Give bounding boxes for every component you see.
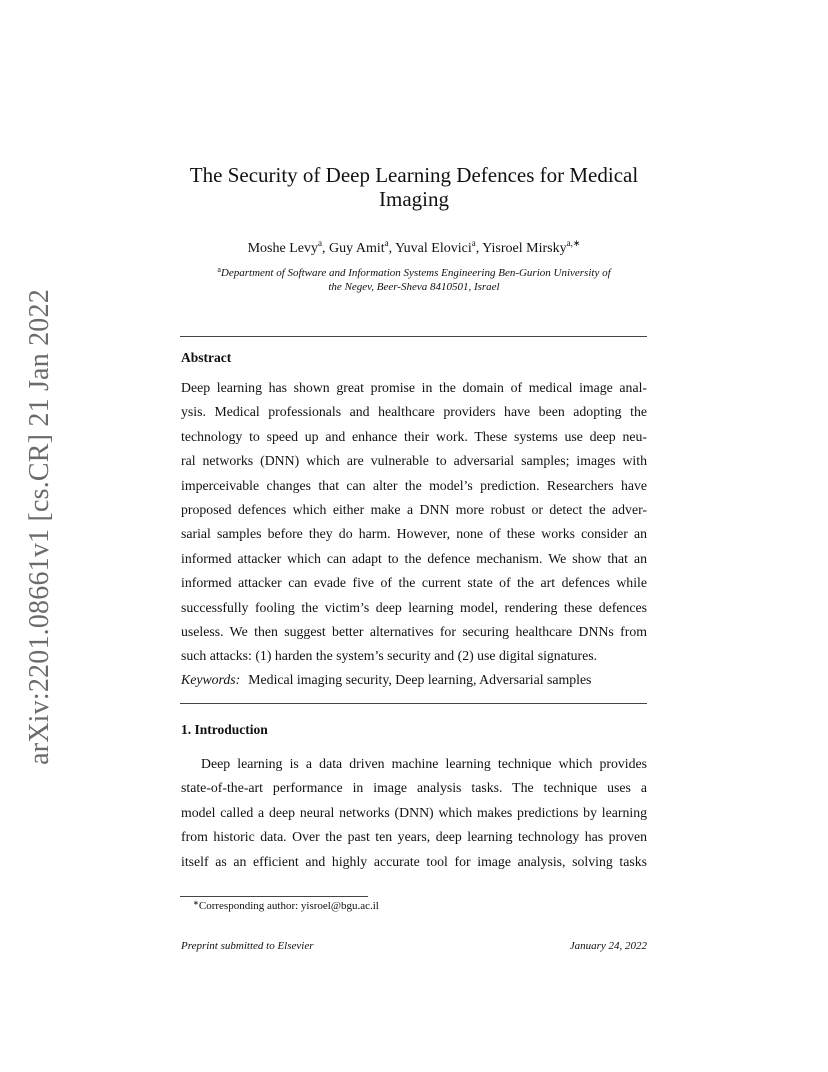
author-name: Yuval Elovici	[395, 241, 472, 256]
abstract-line: ral networks (DNN) which are vulnerable to adversarial samples; images with	[181, 453, 647, 469]
keywords-label: Keywords:	[181, 672, 241, 687]
title-line: The Security of Deep Learning Defences for Medical	[189, 163, 639, 187]
abstract-line: useless. We then suggest better alternatives for securing healthcare DNNs from	[181, 624, 647, 640]
author-affiliation-mark: a	[384, 238, 389, 248]
affiliation	[184, 263, 644, 294]
footnote-mark: ∗	[193, 899, 199, 907]
abstract-body	[181, 376, 647, 669]
abstract-bottom-rule	[180, 703, 647, 704]
footer-date: January 24, 2022	[569, 940, 647, 952]
author-affiliation-mark: a	[318, 238, 322, 248]
arxiv-identifier: arXiv:2201.08661v1 [cs.CR] 21 Jan 2022	[24, 289, 55, 765]
footnote-text: Corresponding author: yisroel@bgu.ac.il	[198, 900, 379, 912]
author-name: Yisroel Mirsky	[482, 241, 567, 256]
intro-line: model called a deep neural networks (DNN) which makes predictions by learning	[181, 804, 647, 820]
intro-line: from historic data. Over the past ten years, deep learning technology has proven	[181, 829, 647, 845]
keywords	[181, 672, 591, 688]
footer-preprint-note: Preprint submitted to Elsevier	[181, 940, 314, 952]
abstract-line: proposed defences which either make a DNN more robust or detect the adver-	[181, 502, 647, 518]
author-list: Moshe Levy$^a$, Guy Amit$^a$, Yuval Elovici$^a$, Yisroel Mirsky$^{a,∗}$	[247, 238, 581, 256]
abstract-line: informed attacker which can adapt to the defence mechanism. We show that an	[181, 550, 647, 566]
affiliation-mark: a	[217, 265, 221, 274]
intro-line: state-of-the-art performance in image analysis tasks. The technique uses a	[181, 780, 647, 796]
abstract-line: sarial samples before they do harm. However, none of these works consider an	[181, 526, 647, 542]
author-affiliation-mark: a,∗	[566, 238, 581, 248]
introduction-body	[181, 752, 647, 874]
author-name: Guy Amit	[329, 241, 385, 256]
title-line: Imaging	[379, 187, 449, 211]
affiliation-line: the Negev, Beer-Sheva 8410501, Israel	[328, 281, 500, 293]
abstract-heading: Abstract	[181, 350, 232, 365]
abstract-line: imperceivable changes that can alter the model’s prediction. Researchers have	[181, 477, 647, 493]
abstract-line: successfully fooling the victim’s deep learning model, rendering these defences	[181, 599, 647, 615]
affiliation-line: Department of Software and Information Systems Engineering Ben-Gurion University of	[220, 267, 611, 279]
abstract-line: Deep learning has shown great promise in the domain of medical image anal-	[181, 380, 647, 395]
intro-line: Deep learning is a data driven machine learning technique which provides	[201, 756, 647, 771]
section-heading-introduction: 1. Introduction	[181, 722, 268, 737]
abstract-line: informed attacker can evade five of the current state of the art defences while	[181, 575, 647, 591]
abstract-line: such attacks: (1) harden the system’s security and (2) use digital signatures.	[181, 648, 598, 664]
arxiv-sidebar-stamp	[20, 289, 60, 765]
author-name: Moshe Levy	[247, 241, 318, 256]
footnote-rule	[180, 896, 368, 897]
author-affiliation-mark: a	[471, 238, 476, 248]
abstract-line: technology to speed up and enhance their work. These systems use deep neu-	[181, 428, 647, 444]
paper-title	[180, 163, 648, 211]
footnote	[193, 899, 379, 912]
abstract-line: ysis. Medical professionals and healthcare providers have been adopting the	[181, 404, 647, 420]
intro-line: itself as an efficient and highly accurate tool for image analysis, solving tasks	[181, 853, 647, 869]
abstract-top-rule	[180, 336, 647, 337]
keywords-text: Medical imaging security, Deep learning, Adversarial samples	[248, 672, 592, 687]
